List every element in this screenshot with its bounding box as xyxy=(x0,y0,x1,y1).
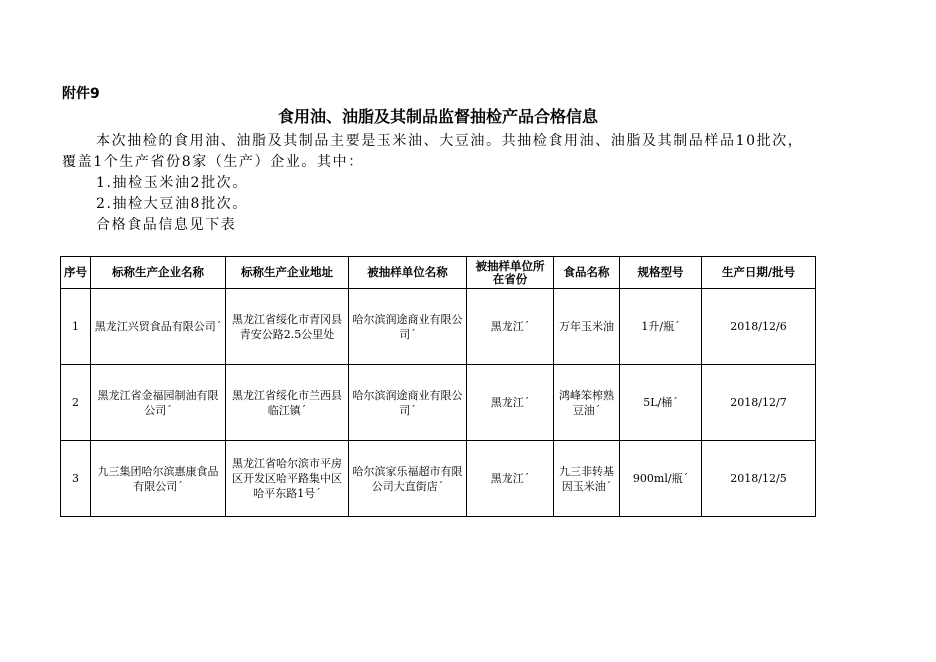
table-row xyxy=(61,441,816,517)
table-cell: 九三非转基因玉米油´ xyxy=(554,441,620,517)
table-cell: 九三集团哈尔滨惠康食品有限公司´ xyxy=(91,441,226,517)
header-cell: 规格型号 xyxy=(620,257,702,289)
table-cell: 黑龙江兴贸食品有限公司´ xyxy=(91,289,226,365)
attachment-label: 附件9 xyxy=(62,86,100,102)
table-cell: 黑龙江省金福园制油有限公司´ xyxy=(91,365,226,441)
qualified-products-table xyxy=(60,256,816,517)
table-cell: 2018/12/5 xyxy=(702,441,816,517)
table-cell: 哈尔滨家乐福超市有限公司大直街店´ xyxy=(349,441,467,517)
table-cell: 鸿峰笨榨熟豆油´ xyxy=(554,365,620,441)
list-item: 2.抽检大豆油8批次。 xyxy=(96,196,248,212)
header-cell: 生产日期/批号 xyxy=(702,257,816,289)
table-row xyxy=(61,365,816,441)
table-cell: 黑龙江´ xyxy=(467,289,554,365)
header-cell: 被抽样单位名称 xyxy=(349,257,467,289)
table-cell: 1 xyxy=(61,289,91,365)
table-cell: 黑龙江省绥化市青冈县青安公路2.5公里处 xyxy=(226,289,349,365)
header-cell: 序号 xyxy=(61,257,91,289)
table-cell: 900ml/瓶´ xyxy=(620,441,702,517)
table-cell: 3 xyxy=(61,441,91,517)
table-cell: 1升/瓶´ xyxy=(620,289,702,365)
header-cell: 食品名称 xyxy=(554,257,620,289)
header-cell: 标称生产企业地址 xyxy=(226,257,349,289)
table-header-row xyxy=(61,257,816,289)
table-row xyxy=(61,289,816,365)
table-cell: 哈尔滨润途商业有限公司´ xyxy=(349,289,467,365)
intro-paragraph: 本次抽检的食用油、油脂及其制品主要是玉米油、大豆油。共抽检食用油、油脂及其制品样品10批次，覆盖1个生产省份8家（生产）企业。其中： xyxy=(62,133,804,170)
table-cell: 2 xyxy=(61,365,91,441)
document-title: 食用油、油脂及其制品监督抽检产品合格信息 xyxy=(277,107,598,126)
table-cell: 2018/12/6 xyxy=(702,289,816,365)
list-item: 1.抽检玉米油2批次。 xyxy=(96,175,248,191)
table-cell: 黑龙江´ xyxy=(467,441,554,517)
table-note: 合格食品信息见下表 xyxy=(96,217,237,233)
table-cell: 万年玉米油 xyxy=(554,289,620,365)
header-cell: 标称生产企业名称 xyxy=(91,257,226,289)
table-cell: 黑龙江´ xyxy=(467,365,554,441)
table-cell: 5L/桶´ xyxy=(620,365,702,441)
intro-section xyxy=(62,131,814,236)
table-cell: 黑龙江省哈尔滨市平房区开发区哈平路集中区哈平东路1号´ xyxy=(226,441,349,517)
header-cell: 被抽样单位所在省份 xyxy=(467,257,554,289)
table-cell: 哈尔滨润途商业有限公司´ xyxy=(349,365,467,441)
table-cell: 黑龙江省绥化市兰西县临江镇´ xyxy=(226,365,349,441)
table-cell: 2018/12/7 xyxy=(702,365,816,441)
